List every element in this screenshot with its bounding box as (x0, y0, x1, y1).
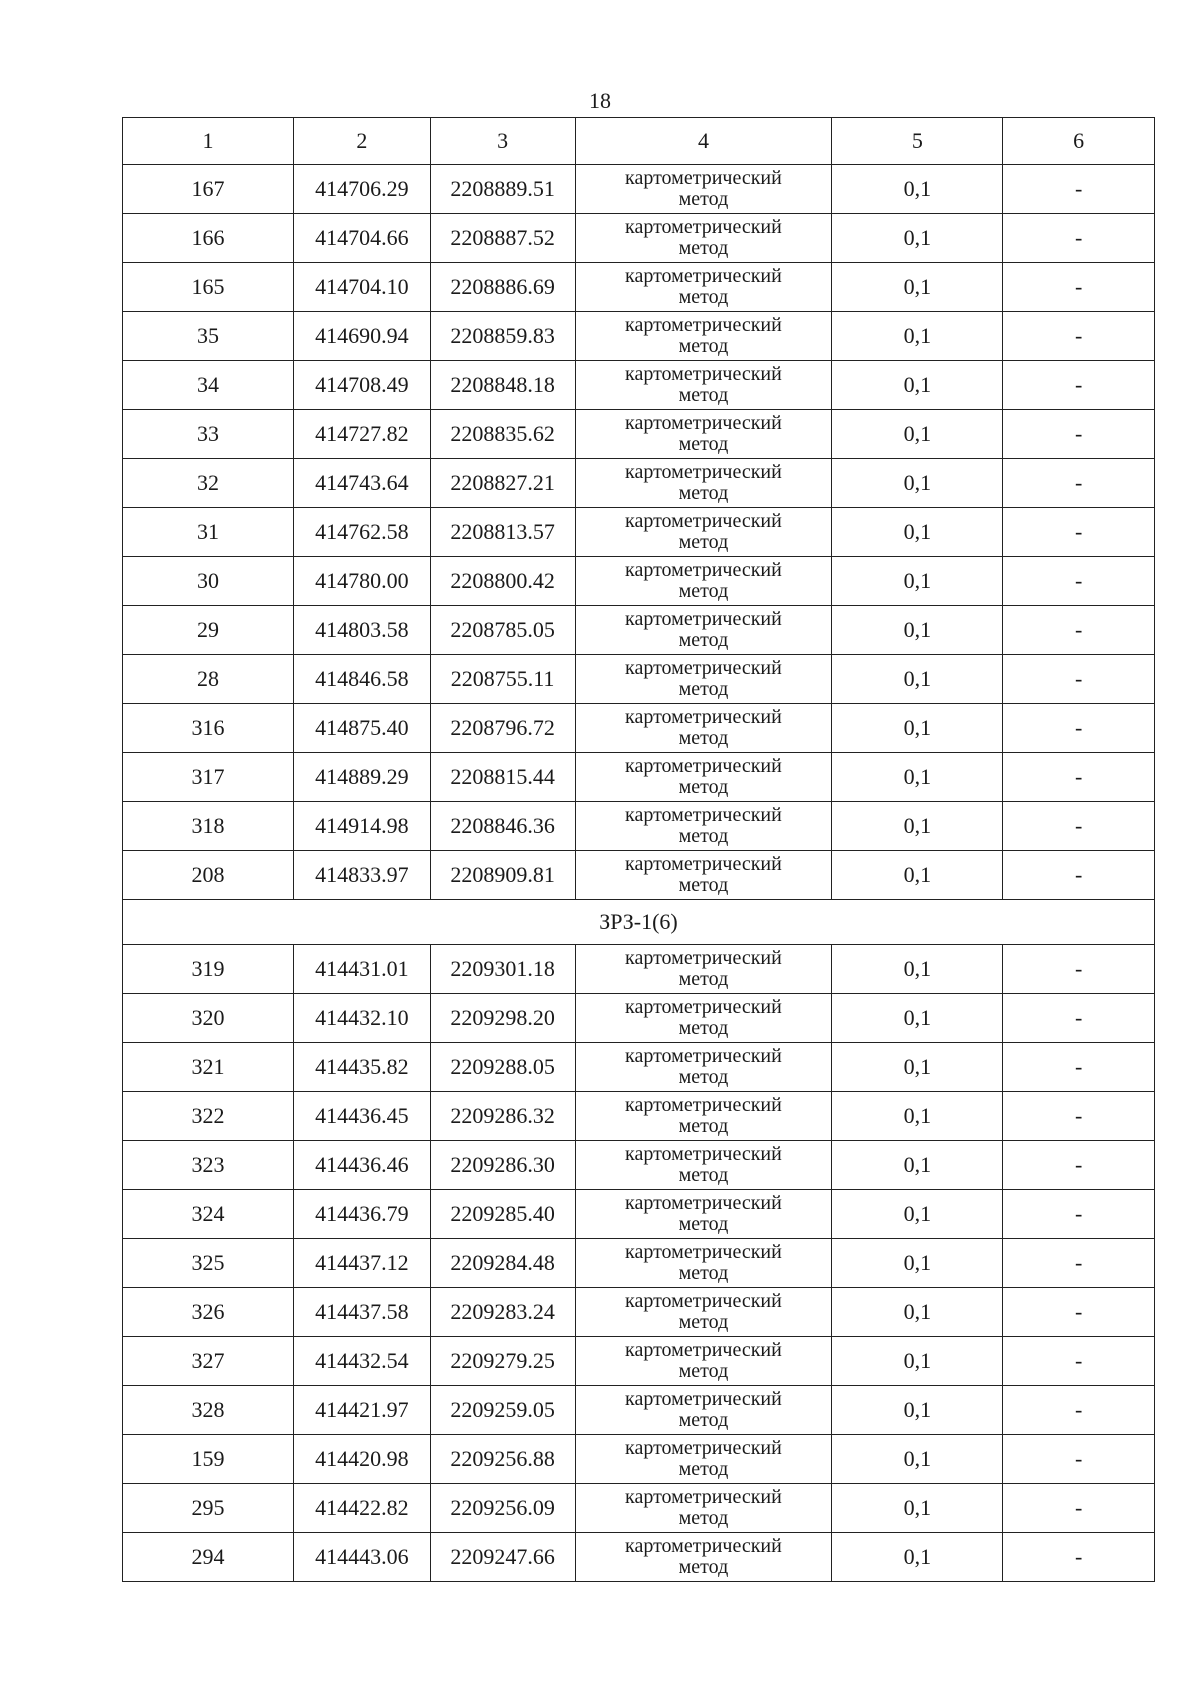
table-row (123, 704, 1155, 753)
method-line-1: картометрический (625, 657, 782, 679)
x-coordinate-cell: 414421.97 (294, 1386, 430, 1435)
method-line-1: картометрический (625, 1094, 782, 1116)
column-header: 1 (123, 118, 294, 165)
accuracy-cell: 0,1 (832, 851, 1003, 900)
y-coordinate-cell: 2209301.18 (430, 945, 575, 994)
point-number-cell: 165 (123, 263, 294, 312)
x-coordinate-cell: 414704.10 (294, 263, 430, 312)
method-line-1: картометрический (625, 1339, 782, 1361)
coordinates-table-body (123, 118, 1155, 1582)
method-line-2: метод (678, 531, 729, 553)
method-line-1: картометрический (625, 1241, 782, 1263)
x-coordinate-cell: 414704.66 (294, 214, 430, 263)
method-line-2: метод (678, 825, 729, 847)
method-cell (575, 753, 832, 802)
y-coordinate-cell: 2208796.72 (430, 704, 575, 753)
method-cell (575, 1484, 832, 1533)
table-row (123, 165, 1155, 214)
method-line-1: картометрический (625, 947, 782, 969)
x-coordinate-cell: 414435.82 (294, 1043, 430, 1092)
y-coordinate-cell: 2209256.88 (430, 1435, 575, 1484)
note-cell: - (1003, 1435, 1155, 1484)
method-line-1: картометрический (625, 314, 782, 336)
method-line-2: метод (678, 433, 729, 455)
method-cell (575, 1288, 832, 1337)
accuracy-cell: 0,1 (832, 1533, 1003, 1582)
x-coordinate-cell: 414443.06 (294, 1533, 430, 1582)
table-row (123, 753, 1155, 802)
method-line-1: картометрический (625, 1535, 782, 1557)
point-number-cell: 159 (123, 1435, 294, 1484)
section-row (123, 900, 1155, 945)
method-line-2: метод (678, 776, 729, 798)
method-line-2: метод (678, 482, 729, 504)
x-coordinate-cell: 414431.01 (294, 945, 430, 994)
method-line-2: метод (678, 1458, 729, 1480)
table-row (123, 1043, 1155, 1092)
method-line-1: картометрический (625, 804, 782, 826)
y-coordinate-cell: 2208800.42 (430, 557, 575, 606)
method-line-1: картометрический (625, 510, 782, 532)
accuracy-cell: 0,1 (832, 263, 1003, 312)
method-cell (575, 704, 832, 753)
table-row (123, 1435, 1155, 1484)
y-coordinate-cell: 2209247.66 (430, 1533, 575, 1582)
point-number-cell: 322 (123, 1092, 294, 1141)
x-coordinate-cell: 414833.97 (294, 851, 430, 900)
point-number-cell: 35 (123, 312, 294, 361)
x-coordinate-cell: 414780.00 (294, 557, 430, 606)
point-number-cell: 30 (123, 557, 294, 606)
point-number-cell: 316 (123, 704, 294, 753)
accuracy-cell: 0,1 (832, 557, 1003, 606)
x-coordinate-cell: 414762.58 (294, 508, 430, 557)
point-number-cell: 317 (123, 753, 294, 802)
method-line-1: картометрический (625, 1437, 782, 1459)
y-coordinate-cell: 2209279.25 (430, 1337, 575, 1386)
point-number-cell: 325 (123, 1239, 294, 1288)
note-cell: - (1003, 655, 1155, 704)
table-row (123, 655, 1155, 704)
note-cell: - (1003, 508, 1155, 557)
accuracy-cell: 0,1 (832, 1239, 1003, 1288)
note-cell: - (1003, 410, 1155, 459)
method-cell (575, 361, 832, 410)
method-line-1: картометрический (625, 265, 782, 287)
y-coordinate-cell: 2209298.20 (430, 994, 575, 1043)
column-header: 2 (294, 118, 430, 165)
method-line-2: метод (678, 335, 729, 357)
table-row (123, 361, 1155, 410)
method-cell (575, 1435, 832, 1484)
method-line-1: картометрический (625, 363, 782, 385)
accuracy-cell: 0,1 (832, 459, 1003, 508)
x-coordinate-cell: 414432.10 (294, 994, 430, 1043)
method-line-1: картометрический (625, 853, 782, 875)
note-cell: - (1003, 1092, 1155, 1141)
point-number-cell: 294 (123, 1533, 294, 1582)
method-line-2: метод (678, 1115, 729, 1137)
x-coordinate-cell: 414803.58 (294, 606, 430, 655)
method-line-2: метод (678, 188, 729, 210)
y-coordinate-cell: 2208815.44 (430, 753, 575, 802)
table-row (123, 1337, 1155, 1386)
note-cell: - (1003, 1337, 1155, 1386)
table-row (123, 1239, 1155, 1288)
y-coordinate-cell: 2208848.18 (430, 361, 575, 410)
method-line-1: картометрический (625, 216, 782, 238)
note-cell: - (1003, 851, 1155, 900)
method-cell (575, 1337, 832, 1386)
y-coordinate-cell: 2209286.32 (430, 1092, 575, 1141)
method-line-2: метод (678, 1066, 729, 1088)
table-row (123, 312, 1155, 361)
accuracy-cell: 0,1 (832, 1043, 1003, 1092)
accuracy-cell: 0,1 (832, 165, 1003, 214)
method-line-2: метод (678, 1164, 729, 1186)
page-number: 18 (589, 88, 611, 113)
accuracy-cell: 0,1 (832, 410, 1003, 459)
method-cell (575, 606, 832, 655)
accuracy-cell: 0,1 (832, 1288, 1003, 1337)
point-number-cell: 29 (123, 606, 294, 655)
accuracy-cell: 0,1 (832, 1141, 1003, 1190)
table-row (123, 410, 1155, 459)
point-number-cell: 319 (123, 945, 294, 994)
x-coordinate-cell: 414436.79 (294, 1190, 430, 1239)
point-number-cell: 34 (123, 361, 294, 410)
table-row (123, 851, 1155, 900)
table-row (123, 1386, 1155, 1435)
method-line-1: картометрический (625, 412, 782, 434)
coordinates-table (122, 117, 1155, 1582)
point-number-cell: 208 (123, 851, 294, 900)
note-cell: - (1003, 312, 1155, 361)
method-line-2: метод (678, 286, 729, 308)
y-coordinate-cell: 2209284.48 (430, 1239, 575, 1288)
accuracy-cell: 0,1 (832, 1337, 1003, 1386)
table-row (123, 263, 1155, 312)
point-number-cell: 324 (123, 1190, 294, 1239)
note-cell: - (1003, 214, 1155, 263)
y-coordinate-cell: 2208813.57 (430, 508, 575, 557)
accuracy-cell: 0,1 (832, 1190, 1003, 1239)
column-header: 5 (832, 118, 1003, 165)
method-line-1: картометрический (625, 1045, 782, 1067)
section-title: ЗРЗ-1(6) (123, 900, 1155, 945)
method-cell (575, 945, 832, 994)
method-line-2: метод (678, 1409, 729, 1431)
column-header: 3 (430, 118, 575, 165)
note-cell: - (1003, 1533, 1155, 1582)
point-number-cell: 32 (123, 459, 294, 508)
point-number-cell: 327 (123, 1337, 294, 1386)
table-row (123, 1141, 1155, 1190)
note-cell: - (1003, 1239, 1155, 1288)
note-cell: - (1003, 1386, 1155, 1435)
y-coordinate-cell: 2208887.52 (430, 214, 575, 263)
y-coordinate-cell: 2209256.09 (430, 1484, 575, 1533)
accuracy-cell: 0,1 (832, 753, 1003, 802)
method-line-2: метод (678, 384, 729, 406)
point-number-cell: 28 (123, 655, 294, 704)
method-cell (575, 655, 832, 704)
method-cell (575, 1043, 832, 1092)
method-cell (575, 459, 832, 508)
x-coordinate-cell: 414420.98 (294, 1435, 430, 1484)
x-coordinate-cell: 414436.45 (294, 1092, 430, 1141)
accuracy-cell: 0,1 (832, 1484, 1003, 1533)
accuracy-cell: 0,1 (832, 1092, 1003, 1141)
method-cell (575, 1141, 832, 1190)
table-row (123, 459, 1155, 508)
y-coordinate-cell: 2208755.11 (430, 655, 575, 704)
method-cell (575, 851, 832, 900)
table-row (123, 214, 1155, 263)
method-line-2: метод (678, 678, 729, 700)
table-row (123, 1533, 1155, 1582)
method-cell (575, 312, 832, 361)
y-coordinate-cell: 2209286.30 (430, 1141, 575, 1190)
x-coordinate-cell: 414727.82 (294, 410, 430, 459)
accuracy-cell: 0,1 (832, 214, 1003, 263)
table-row (123, 557, 1155, 606)
point-number-cell: 318 (123, 802, 294, 851)
method-line-2: метод (678, 1017, 729, 1039)
note-cell: - (1003, 945, 1155, 994)
y-coordinate-cell: 2209288.05 (430, 1043, 575, 1092)
method-cell (575, 1092, 832, 1141)
note-cell: - (1003, 994, 1155, 1043)
point-number-cell: 328 (123, 1386, 294, 1435)
x-coordinate-cell: 414914.98 (294, 802, 430, 851)
method-cell (575, 994, 832, 1043)
accuracy-cell: 0,1 (832, 606, 1003, 655)
note-cell: - (1003, 165, 1155, 214)
table-row (123, 802, 1155, 851)
x-coordinate-cell: 414875.40 (294, 704, 430, 753)
method-cell (575, 1239, 832, 1288)
accuracy-cell: 0,1 (832, 312, 1003, 361)
method-line-1: картометрический (625, 1143, 782, 1165)
accuracy-cell: 0,1 (832, 1435, 1003, 1484)
y-coordinate-cell: 2208827.21 (430, 459, 575, 508)
y-coordinate-cell: 2208785.05 (430, 606, 575, 655)
y-coordinate-cell: 2208835.62 (430, 410, 575, 459)
x-coordinate-cell: 414889.29 (294, 753, 430, 802)
method-line-1: картометрический (625, 167, 782, 189)
method-line-2: метод (678, 1507, 729, 1529)
point-number-cell: 167 (123, 165, 294, 214)
table-row (123, 606, 1155, 655)
note-cell: - (1003, 704, 1155, 753)
method-cell (575, 1190, 832, 1239)
accuracy-cell: 0,1 (832, 508, 1003, 557)
point-number-cell: 33 (123, 410, 294, 459)
y-coordinate-cell: 2208909.81 (430, 851, 575, 900)
point-number-cell: 323 (123, 1141, 294, 1190)
method-line-2: метод (678, 1213, 729, 1235)
note-cell: - (1003, 1484, 1155, 1533)
method-line-1: картометрический (625, 608, 782, 630)
table-row (123, 994, 1155, 1043)
note-cell: - (1003, 361, 1155, 410)
accuracy-cell: 0,1 (832, 704, 1003, 753)
x-coordinate-cell: 414743.64 (294, 459, 430, 508)
x-coordinate-cell: 414437.58 (294, 1288, 430, 1337)
method-cell (575, 508, 832, 557)
x-coordinate-cell: 414690.94 (294, 312, 430, 361)
note-cell: - (1003, 753, 1155, 802)
method-cell (575, 410, 832, 459)
method-line-2: метод (678, 1556, 729, 1578)
x-coordinate-cell: 414437.12 (294, 1239, 430, 1288)
y-coordinate-cell: 2208859.83 (430, 312, 575, 361)
point-number-cell: 326 (123, 1288, 294, 1337)
column-header: 4 (575, 118, 832, 165)
accuracy-cell: 0,1 (832, 994, 1003, 1043)
method-line-2: метод (678, 237, 729, 259)
point-number-cell: 295 (123, 1484, 294, 1533)
x-coordinate-cell: 414432.54 (294, 1337, 430, 1386)
method-line-1: картометрический (625, 1290, 782, 1312)
method-cell (575, 1533, 832, 1582)
point-number-cell: 321 (123, 1043, 294, 1092)
note-cell: - (1003, 263, 1155, 312)
method-line-1: картометрический (625, 461, 782, 483)
table-row (123, 1484, 1155, 1533)
y-coordinate-cell: 2208846.36 (430, 802, 575, 851)
note-cell: - (1003, 1043, 1155, 1092)
method-line-1: картометрический (625, 706, 782, 728)
y-coordinate-cell: 2209259.05 (430, 1386, 575, 1435)
method-cell (575, 557, 832, 606)
x-coordinate-cell: 414708.49 (294, 361, 430, 410)
table-row (123, 1092, 1155, 1141)
method-line-1: картометрический (625, 1192, 782, 1214)
x-coordinate-cell: 414436.46 (294, 1141, 430, 1190)
method-line-2: метод (678, 727, 729, 749)
note-cell: - (1003, 606, 1155, 655)
method-line-2: метод (678, 1262, 729, 1284)
y-coordinate-cell: 2208889.51 (430, 165, 575, 214)
method-cell (575, 214, 832, 263)
point-number-cell: 320 (123, 994, 294, 1043)
method-cell (575, 263, 832, 312)
y-coordinate-cell: 2208886.69 (430, 263, 575, 312)
x-coordinate-cell: 414422.82 (294, 1484, 430, 1533)
method-cell (575, 165, 832, 214)
x-coordinate-cell: 414706.29 (294, 165, 430, 214)
accuracy-cell: 0,1 (832, 361, 1003, 410)
note-cell: - (1003, 1288, 1155, 1337)
method-cell (575, 1386, 832, 1435)
table-row (123, 1288, 1155, 1337)
point-number-cell: 31 (123, 508, 294, 557)
note-cell: - (1003, 459, 1155, 508)
note-cell: - (1003, 802, 1155, 851)
y-coordinate-cell: 2209285.40 (430, 1190, 575, 1239)
method-line-2: метод (678, 580, 729, 602)
note-cell: - (1003, 1190, 1155, 1239)
method-line-2: метод (678, 629, 729, 651)
method-line-2: метод (678, 1311, 729, 1333)
method-line-1: картометрический (625, 559, 782, 581)
method-line-2: метод (678, 1360, 729, 1382)
note-cell: - (1003, 1141, 1155, 1190)
accuracy-cell: 0,1 (832, 945, 1003, 994)
table-header-row (123, 118, 1155, 165)
note-cell: - (1003, 557, 1155, 606)
accuracy-cell: 0,1 (832, 655, 1003, 704)
method-line-2: метод (678, 968, 729, 990)
column-header: 6 (1003, 118, 1155, 165)
table-row (123, 508, 1155, 557)
method-line-1: картометрический (625, 755, 782, 777)
method-cell (575, 802, 832, 851)
method-line-1: картометрический (625, 996, 782, 1018)
point-number-cell: 166 (123, 214, 294, 263)
method-line-1: картометрический (625, 1388, 782, 1410)
table-row (123, 1190, 1155, 1239)
accuracy-cell: 0,1 (832, 1386, 1003, 1435)
table-row (123, 945, 1155, 994)
method-line-2: метод (678, 874, 729, 896)
x-coordinate-cell: 414846.58 (294, 655, 430, 704)
method-line-1: картометрический (625, 1486, 782, 1508)
y-coordinate-cell: 2209283.24 (430, 1288, 575, 1337)
accuracy-cell: 0,1 (832, 802, 1003, 851)
